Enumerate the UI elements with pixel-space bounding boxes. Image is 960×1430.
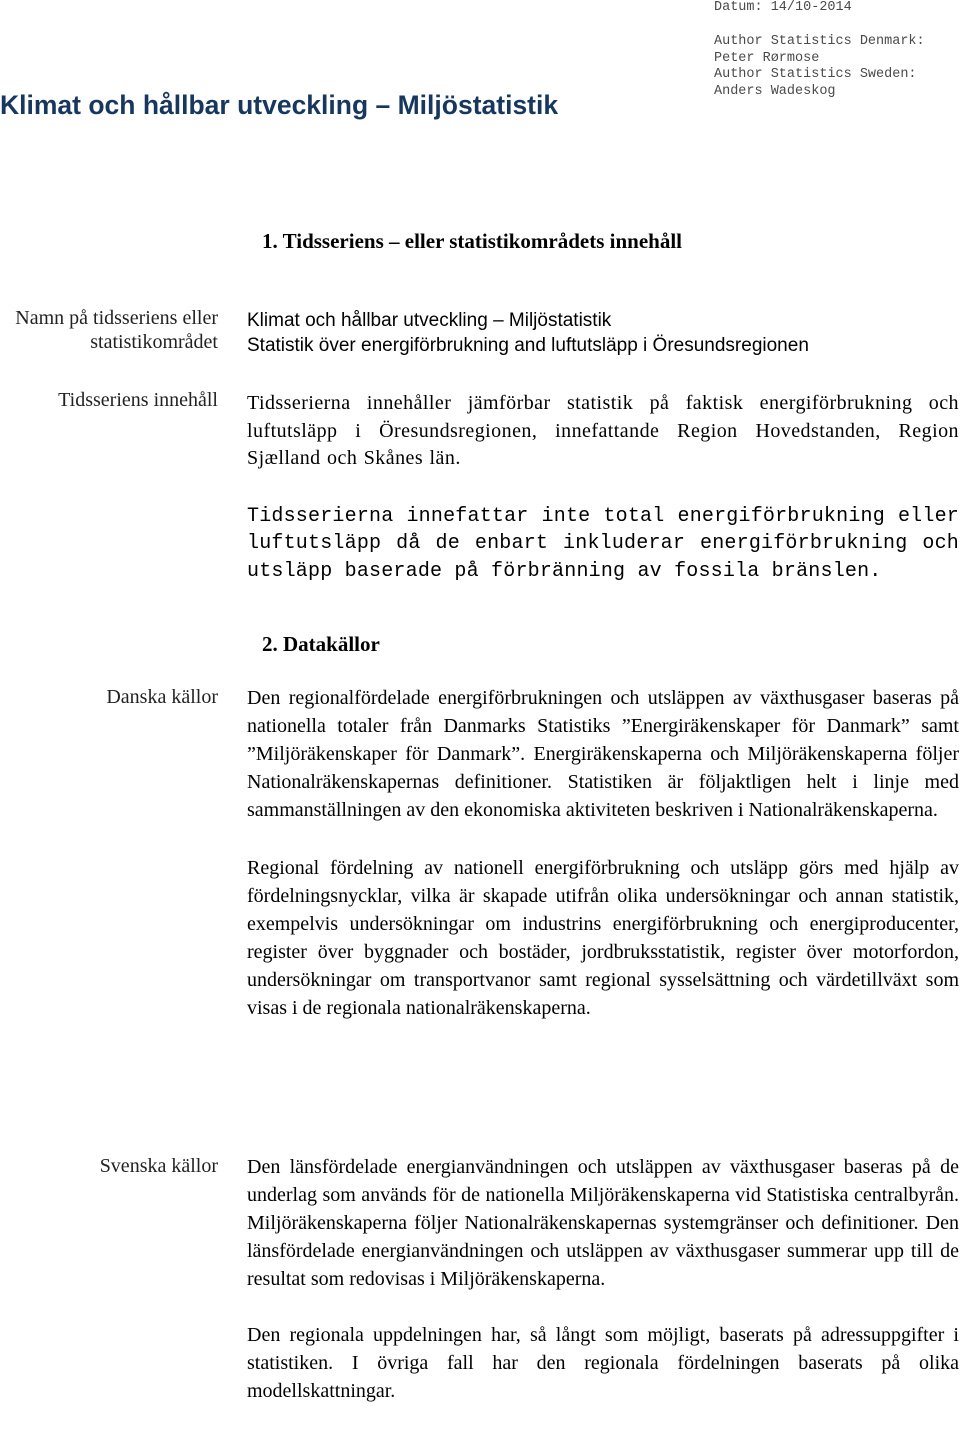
danish-paragraph: Den regionalfördelade energiförbrukningen och utsläppen av växthusgaser baseras på nationella totaler från Danmarks Statistiks ”Energiräkenskaper för Danmark” samt ”Miljöräkenskaper för Danmark”. Energiräkenskaperna och Miljöräkenskaperna följer Nationalräkenskapernas definitioner. Statistiken är följaktligen helt i linje med sammanställningen av den ekonomiska aktiviteten beskriven i Nationalräkenskaperna. <box>247 687 959 821</box>
swedish-sources-label: Svenska källor <box>99 1155 218 1177</box>
danish-sources-label: Danska källor <box>106 686 218 708</box>
series-name-line: Statistik över energiförbrukning and luftutsläpp i Öresundsregionen <box>247 335 809 356</box>
series-name-label: Namn på tidsseriens eller statistikområdet <box>15 307 218 353</box>
content-paragraph: Tidsserierna innehåller jämförbar statistik på faktisk energiförbrukning och luftutsläpp i Öresundsregionen, innefattande Region Hovedstanden, Region Sjælland och Skånes län. <box>247 392 959 469</box>
danish-paragraph: Regional fördelning av nationell energiförbrukning och utsläpp görs med hjälp av fördelningsnycklar, vilka är skapade utifrån olika undersökningar och annan statistik, exempelvis undersökningar om industrins energiförbrukning och energiproducenter, register över byggnader och bostäder, jordbruksstatistik, register över motorfordon, undersökningar om transportvanor samt regional sysselsättning och värdetillväxt som visas i de regionala nationalräkenskaperna. <box>247 857 959 1019</box>
swedish-paragraph: Den länsfördelade energianvändningen och utsläppen av växthusgaser baseras på de underlag som används för de nationella Miljöräkenskaperna vid Statistiska centralbyrån. Miljöräkenskaperna följer Nationalräkenskapernas systemgränser och definitioner. Den länsfördelade energianvändningen och utsläppen av växthusgaser summerar upp till de resultat som redovisas i Miljöräkenskaperna. <box>247 1156 959 1290</box>
series-content-label: Tidsseriens innehåll <box>58 389 218 411</box>
author-list <box>714 34 925 100</box>
danish-sources-text <box>247 684 959 1022</box>
swedish-paragraph: Den regionala uppdelningen har, så långt som möjligt, baserats på adressuppgifter i statistiken. I övriga fall har den regionala fördelningen baserats på olika modellskattningar. <box>247 1324 959 1402</box>
series-name-line: Klimat och hållbar utveckling – Miljöstatistik <box>247 310 612 331</box>
section-2-heading: 2. Datakällor <box>262 632 380 656</box>
section-1-heading: 1. Tidsseriens – eller statistikområdets innehåll <box>262 229 683 253</box>
swedish-sources-text <box>247 1153 959 1405</box>
author-line: Author Statistics Sweden: <box>714 67 917 83</box>
series-name-value <box>247 308 959 358</box>
series-content-text <box>247 390 959 585</box>
document-title: Klimat och hållbar utveckling – Miljöstatistik <box>0 90 559 120</box>
content-paragraph: Tidsserierna innefattar inte total energiförbrukning eller luftutsläpp då de enbart inkluderar energiförbrukning och utsläpp baserade på förbränning av fossila bränslen. <box>247 504 959 583</box>
document-date: Datum: 14/10-2014 <box>714 0 852 15</box>
author-line: Peter Rørmose <box>714 50 820 66</box>
author-line: Author Statistics Denmark: <box>714 34 925 49</box>
author-line: Anders Wadeskog <box>714 83 836 99</box>
